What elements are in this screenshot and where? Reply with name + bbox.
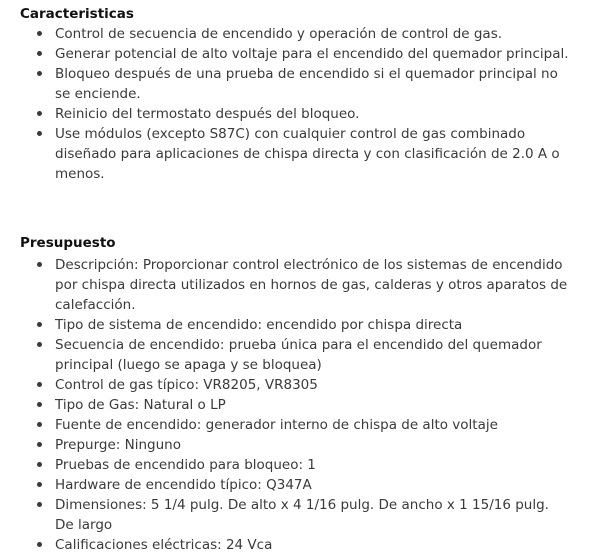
presupuesto-item — [0, 435, 600, 455]
caracteristicas-item — [0, 44, 600, 64]
list-item-text: Tipo de sistema de encendido: encendido por chispa directa — [55, 317, 463, 333]
presupuesto-item — [0, 255, 600, 315]
list-item-text: Fuente de encendido: generador interno de chispa de alto voltaje — [55, 417, 498, 433]
bullet-dot-icon — [37, 71, 42, 76]
list-item-text: Hardware de encendido típico: Q347A — [55, 477, 312, 493]
list-item-text: Dimensiones: 5 1/4 pulg. De alto x 4 1/16 pulg. De ancho x 1 15/16 pulg. De largo — [55, 497, 549, 533]
presupuesto-item — [0, 415, 600, 435]
list-item-text: Prepurge: Ninguno — [55, 437, 181, 453]
section-heading-presupuesto: Presupuesto — [20, 235, 116, 251]
bullet-dot-icon — [37, 31, 42, 36]
bullet-dot-icon — [37, 342, 42, 347]
list-item-text: Use módulos (excepto S87C) con cualquier control de gas combinado diseñado para aplicaciones de chispa directa y con clasificación de 2.0 A o menos. — [55, 126, 560, 182]
bullet-dot-icon — [37, 482, 42, 487]
list-item-text: Descripción: Proporcionar control electrónico de los sistemas de encendido por chispa directa utilizados en hornos de gas, calderas y otros aparatos de calefacción. — [55, 257, 568, 313]
list-item-text: Tipo de Gas: Natural o LP — [55, 397, 226, 413]
section-heading-caracteristicas: Caracteristicas — [20, 6, 134, 22]
list-item-text: Control de gas típico: VR8205, VR8305 — [55, 377, 318, 393]
bullet-dot-icon — [37, 422, 42, 427]
list-item-text: Control de secuencia de encendido y operación de control de gas. — [55, 26, 503, 42]
presupuesto-item — [0, 395, 600, 415]
caracteristicas-item — [0, 24, 600, 44]
caracteristicas-list — [0, 24, 600, 184]
bullet-dot-icon — [37, 402, 42, 407]
presupuesto-list — [0, 255, 600, 555]
caracteristicas-item — [0, 124, 600, 184]
list-item-text: Bloqueo después de una prueba de encendido si el quemador principal no se enciende. — [55, 66, 558, 102]
bullet-dot-icon — [37, 382, 42, 387]
list-item-text: Calificaciones eléctricas: 24 Vca — [55, 537, 273, 553]
presupuesto-item — [0, 375, 600, 395]
presupuesto-item — [0, 475, 600, 495]
list-item-text: Reinicio del termostato después del bloqueo. — [55, 106, 360, 122]
bullet-dot-icon — [37, 442, 42, 447]
bullet-dot-icon — [37, 322, 42, 327]
bullet-dot-icon — [37, 111, 42, 116]
caracteristicas-item — [0, 64, 600, 104]
presupuesto-item — [0, 535, 600, 555]
bullet-dot-icon — [37, 502, 42, 507]
list-item-text: Secuencia de encendido: prueba única para el encendido del quemador principal (luego se apaga y se bloquea) — [55, 337, 542, 373]
presupuesto-item — [0, 315, 600, 335]
presupuesto-item — [0, 495, 600, 535]
bullet-dot-icon — [37, 51, 42, 56]
presupuesto-item — [0, 335, 600, 375]
presupuesto-item — [0, 455, 600, 475]
list-item-text: Pruebas de encendido para bloqueo: 1 — [55, 457, 316, 473]
caracteristicas-item — [0, 104, 600, 124]
bullet-dot-icon — [37, 131, 42, 136]
bullet-dot-icon — [37, 542, 42, 547]
bullet-dot-icon — [37, 462, 42, 467]
bullet-dot-icon — [37, 262, 42, 267]
list-item-text: Generar potencial de alto voltaje para el encendido del quemador principal. — [55, 46, 569, 62]
